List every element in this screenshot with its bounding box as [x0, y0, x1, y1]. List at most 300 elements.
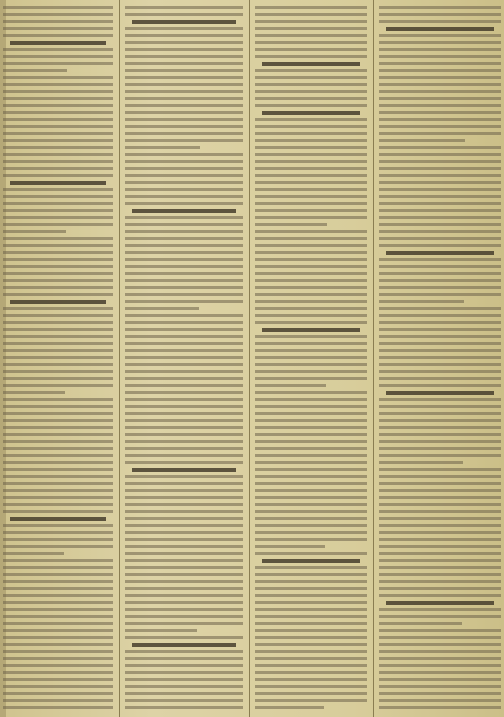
- text-line: [255, 629, 367, 632]
- text-line: [3, 160, 113, 163]
- text-line: [255, 125, 367, 128]
- text-line: [125, 167, 243, 170]
- text-line: [379, 6, 501, 9]
- text-line: [379, 587, 501, 590]
- text-column-3: [252, 0, 370, 717]
- text-line: [255, 657, 367, 660]
- text-line: [255, 524, 367, 527]
- section-heading-line: [262, 328, 360, 332]
- text-line: [255, 181, 367, 184]
- text-line: [3, 664, 113, 667]
- text-line: [3, 678, 113, 681]
- text-line: [379, 552, 501, 555]
- section-heading-line: [262, 559, 360, 563]
- text-line: [3, 587, 113, 590]
- text-line: [125, 342, 243, 345]
- text-line: [3, 188, 113, 191]
- text-line: [255, 608, 367, 611]
- section-heading-line: [10, 300, 106, 304]
- text-line: [3, 552, 64, 555]
- text-line: [255, 335, 367, 338]
- text-line: [125, 356, 243, 359]
- text-line: [3, 692, 113, 695]
- text-line: [379, 62, 501, 65]
- text-line: [125, 286, 243, 289]
- text-line: [379, 76, 501, 79]
- text-line: [125, 160, 243, 163]
- text-line: [3, 594, 113, 597]
- text-line: [3, 69, 67, 72]
- text-line: [3, 545, 113, 548]
- text-line: [3, 55, 113, 58]
- section-heading-line: [10, 41, 106, 45]
- text-line: [125, 699, 243, 702]
- text-line: [125, 34, 243, 37]
- text-line: [379, 153, 501, 156]
- text-line: [255, 664, 367, 667]
- text-column-2: [122, 0, 246, 717]
- text-line: [379, 664, 501, 667]
- text-line: [255, 622, 367, 625]
- text-line: [3, 202, 113, 205]
- text-line: [3, 573, 113, 576]
- text-line: [379, 377, 501, 380]
- text-line: [125, 139, 243, 142]
- text-line: [255, 272, 367, 275]
- text-line: [255, 349, 367, 352]
- text-line: [255, 209, 367, 212]
- text-line: [125, 335, 243, 338]
- section-heading-line: [386, 27, 494, 31]
- text-line: [3, 314, 113, 317]
- text-line: [125, 6, 243, 9]
- text-line: [255, 300, 367, 303]
- text-line: [3, 391, 65, 394]
- text-line: [379, 181, 501, 184]
- text-line: [125, 272, 243, 275]
- text-line: [3, 279, 113, 282]
- column-divider: [119, 0, 120, 717]
- text-column-1: [0, 0, 116, 717]
- section-heading-line: [386, 601, 494, 605]
- text-line: [379, 104, 501, 107]
- text-line: [3, 671, 113, 674]
- text-line: [125, 314, 243, 317]
- text-line: [3, 321, 113, 324]
- text-line: [125, 559, 243, 562]
- text-line: [379, 97, 501, 100]
- text-line: [3, 251, 113, 254]
- text-line: [379, 657, 501, 660]
- text-line: [3, 566, 113, 569]
- text-line: [125, 328, 243, 331]
- text-line: [3, 342, 113, 345]
- text-line: [255, 104, 367, 107]
- text-line: [255, 517, 367, 520]
- text-line: [255, 538, 367, 541]
- text-line: [125, 251, 243, 254]
- text-line: [125, 496, 243, 499]
- text-line: [125, 370, 243, 373]
- text-line: [125, 538, 243, 541]
- text-line: [379, 146, 501, 149]
- text-line: [255, 258, 367, 261]
- text-line: [255, 531, 367, 534]
- text-line: [3, 531, 113, 534]
- text-line: [3, 111, 113, 114]
- text-line: [125, 76, 243, 79]
- text-line: [3, 216, 113, 219]
- text-line: [3, 83, 113, 86]
- text-line: [379, 678, 501, 681]
- text-line: [125, 265, 243, 268]
- text-line: [3, 13, 113, 16]
- text-line: [3, 426, 113, 429]
- text-line: [379, 503, 501, 506]
- text-line: [379, 405, 501, 408]
- text-line: [255, 496, 367, 499]
- text-line: [255, 244, 367, 247]
- text-line: [3, 433, 113, 436]
- text-line: [125, 566, 243, 569]
- text-line: [255, 601, 367, 604]
- text-line: [125, 258, 243, 261]
- text-line: [379, 398, 501, 401]
- text-line: [255, 167, 367, 170]
- text-line: [125, 412, 243, 415]
- text-line: [125, 90, 243, 93]
- text-line: [125, 447, 243, 450]
- text-line: [125, 398, 243, 401]
- text-line: [255, 468, 367, 471]
- text-line: [255, 587, 367, 590]
- text-line: [379, 573, 501, 576]
- text-line: [3, 482, 113, 485]
- text-line: [255, 391, 367, 394]
- text-line: [3, 90, 113, 93]
- text-line: [255, 706, 324, 709]
- text-line: [255, 398, 367, 401]
- text-line: [3, 209, 113, 212]
- text-line: [125, 391, 243, 394]
- text-line: [125, 503, 243, 506]
- text-line: [125, 531, 243, 534]
- text-line: [379, 174, 501, 177]
- section-heading-line: [132, 209, 236, 213]
- text-line: [379, 426, 501, 429]
- text-line: [3, 132, 113, 135]
- section-heading-line: [132, 20, 236, 24]
- text-line: [125, 664, 243, 667]
- text-line: [125, 580, 243, 583]
- text-line: [125, 482, 243, 485]
- text-line: [379, 132, 501, 135]
- text-line: [379, 237, 501, 240]
- text-line: [125, 69, 243, 72]
- text-line: [255, 671, 367, 674]
- section-heading-line: [10, 517, 106, 521]
- text-line: [3, 622, 113, 625]
- text-line: [255, 69, 367, 72]
- text-line: [379, 461, 463, 464]
- text-line: [3, 223, 113, 226]
- text-line: [3, 601, 113, 604]
- text-line: [125, 48, 243, 51]
- text-line: [3, 489, 113, 492]
- text-line: [255, 510, 367, 513]
- text-line: [379, 20, 501, 23]
- text-line: [125, 433, 243, 436]
- text-line: [125, 426, 243, 429]
- text-line: [3, 258, 113, 261]
- text-line: [125, 62, 243, 65]
- text-line: [255, 377, 367, 380]
- text-line: [125, 41, 243, 44]
- text-line: [255, 489, 367, 492]
- text-line: [3, 685, 113, 688]
- text-line: [125, 377, 243, 380]
- text-line: [379, 412, 501, 415]
- text-line: [125, 678, 243, 681]
- text-line: [3, 153, 113, 156]
- text-line: [379, 41, 501, 44]
- text-line: [255, 13, 367, 16]
- text-line: [125, 97, 243, 100]
- section-heading-line: [386, 391, 494, 395]
- section-heading-line: [132, 643, 236, 647]
- text-line: [3, 580, 113, 583]
- text-line: [3, 244, 113, 247]
- text-line: [125, 146, 200, 149]
- text-line: [379, 279, 501, 282]
- text-line: [3, 405, 113, 408]
- text-line: [379, 293, 501, 296]
- text-line: [125, 545, 243, 548]
- text-line: [379, 335, 501, 338]
- text-line: [125, 573, 243, 576]
- text-line: [379, 531, 501, 534]
- text-line: [379, 559, 501, 562]
- text-line: [125, 384, 243, 387]
- text-line: [255, 370, 367, 373]
- text-line: [255, 27, 367, 30]
- text-line: [255, 76, 367, 79]
- text-line: [255, 573, 367, 576]
- text-line: [255, 461, 367, 464]
- text-line: [125, 622, 243, 625]
- text-line: [3, 118, 113, 121]
- text-line: [255, 685, 367, 688]
- text-line: [379, 650, 501, 653]
- text-line: [3, 650, 113, 653]
- text-line: [379, 272, 501, 275]
- text-line: [255, 202, 367, 205]
- text-line: [3, 174, 113, 177]
- text-line: [255, 174, 367, 177]
- text-line: [125, 307, 199, 310]
- text-line: [255, 433, 367, 436]
- text-line: [379, 482, 501, 485]
- text-line: [255, 34, 367, 37]
- text-line: [379, 160, 501, 163]
- text-line: [3, 608, 113, 611]
- text-line: [3, 643, 113, 646]
- text-line: [125, 223, 243, 226]
- text-line: [125, 132, 243, 135]
- text-line: [255, 643, 367, 646]
- text-line: [3, 412, 113, 415]
- text-line: [379, 489, 501, 492]
- text-line: [255, 594, 367, 597]
- text-line: [125, 636, 243, 639]
- text-line: [379, 615, 501, 618]
- text-line: [379, 13, 501, 16]
- text-line: [379, 314, 501, 317]
- text-line: [379, 321, 501, 324]
- text-line: [255, 678, 367, 681]
- section-heading-line: [132, 468, 236, 472]
- text-line: [125, 650, 243, 653]
- text-line: [379, 230, 501, 233]
- section-heading-line: [262, 62, 360, 66]
- text-line: [3, 195, 113, 198]
- text-line: [255, 153, 367, 156]
- text-line: [379, 349, 501, 352]
- text-line: [379, 692, 501, 695]
- text-line: [255, 342, 367, 345]
- text-line: [379, 475, 501, 478]
- text-line: [379, 608, 501, 611]
- column-divider: [249, 0, 250, 717]
- text-line: [255, 321, 367, 324]
- text-line: [125, 405, 243, 408]
- text-line: [3, 657, 113, 660]
- text-line: [379, 300, 464, 303]
- text-line: [379, 55, 501, 58]
- text-line: [255, 615, 367, 618]
- text-line: [379, 699, 501, 702]
- text-line: [255, 160, 367, 163]
- text-line: [379, 48, 501, 51]
- text-line: [255, 230, 367, 233]
- text-line: [3, 475, 113, 478]
- text-line: [3, 27, 113, 30]
- text-line: [379, 629, 501, 632]
- text-line: [125, 27, 243, 30]
- text-line: [125, 244, 243, 247]
- text-line: [379, 370, 501, 373]
- text-line: [3, 706, 113, 709]
- text-line: [379, 34, 501, 37]
- text-line: [379, 419, 501, 422]
- text-line: [379, 433, 501, 436]
- section-heading-line: [386, 251, 494, 255]
- text-line: [379, 328, 501, 331]
- text-line: [3, 370, 113, 373]
- text-line: [255, 419, 367, 422]
- column-divider: [373, 0, 374, 717]
- text-line: [125, 454, 243, 457]
- text-line: [125, 685, 243, 688]
- text-line: [3, 139, 113, 142]
- text-line: [255, 132, 367, 135]
- text-line: [379, 223, 501, 226]
- text-line: [379, 538, 501, 541]
- text-line: [379, 118, 501, 121]
- text-line: [3, 349, 113, 352]
- text-line: [125, 300, 243, 303]
- section-heading-line: [10, 181, 106, 185]
- text-line: [3, 48, 113, 51]
- text-column-4: [376, 0, 504, 717]
- text-line: [255, 265, 367, 268]
- text-line: [255, 454, 367, 457]
- text-line: [125, 216, 243, 219]
- text-line: [379, 356, 501, 359]
- text-line: [125, 440, 243, 443]
- text-line: [125, 237, 243, 240]
- text-line: [125, 202, 243, 205]
- text-line: [379, 517, 501, 520]
- text-line: [125, 587, 243, 590]
- text-line: [379, 125, 501, 128]
- text-line: [379, 440, 501, 443]
- text-line: [255, 97, 367, 100]
- text-line: [379, 566, 501, 569]
- text-line: [255, 55, 367, 58]
- text-line: [379, 454, 501, 457]
- text-line: [3, 335, 113, 338]
- text-line: [125, 174, 243, 177]
- text-line: [3, 615, 113, 618]
- text-line: [379, 685, 501, 688]
- text-line: [3, 265, 113, 268]
- text-line: [125, 601, 243, 604]
- text-line: [3, 524, 113, 527]
- text-line: [3, 34, 113, 37]
- text-line: [255, 20, 367, 23]
- text-line: [255, 405, 367, 408]
- text-line: [3, 125, 113, 128]
- text-line: [255, 503, 367, 506]
- text-line: [255, 279, 367, 282]
- text-line: [255, 482, 367, 485]
- text-line: [125, 104, 243, 107]
- text-line: [379, 468, 501, 471]
- text-line: [255, 83, 367, 86]
- text-line: [125, 671, 243, 674]
- text-line: [255, 146, 367, 149]
- text-line: [3, 328, 113, 331]
- text-line: [379, 195, 501, 198]
- text-line: [3, 447, 113, 450]
- text-line: [255, 552, 367, 555]
- text-line: [125, 118, 243, 121]
- text-line: [379, 524, 501, 527]
- text-line: [3, 286, 113, 289]
- text-line: [125, 629, 197, 632]
- text-line: [125, 83, 243, 86]
- text-line: [3, 699, 113, 702]
- text-line: [3, 496, 113, 499]
- text-line: [3, 377, 113, 380]
- text-line: [125, 552, 243, 555]
- text-line: [125, 608, 243, 611]
- text-line: [379, 671, 501, 674]
- text-line: [3, 76, 113, 79]
- text-line: [255, 566, 367, 569]
- text-line: [125, 349, 243, 352]
